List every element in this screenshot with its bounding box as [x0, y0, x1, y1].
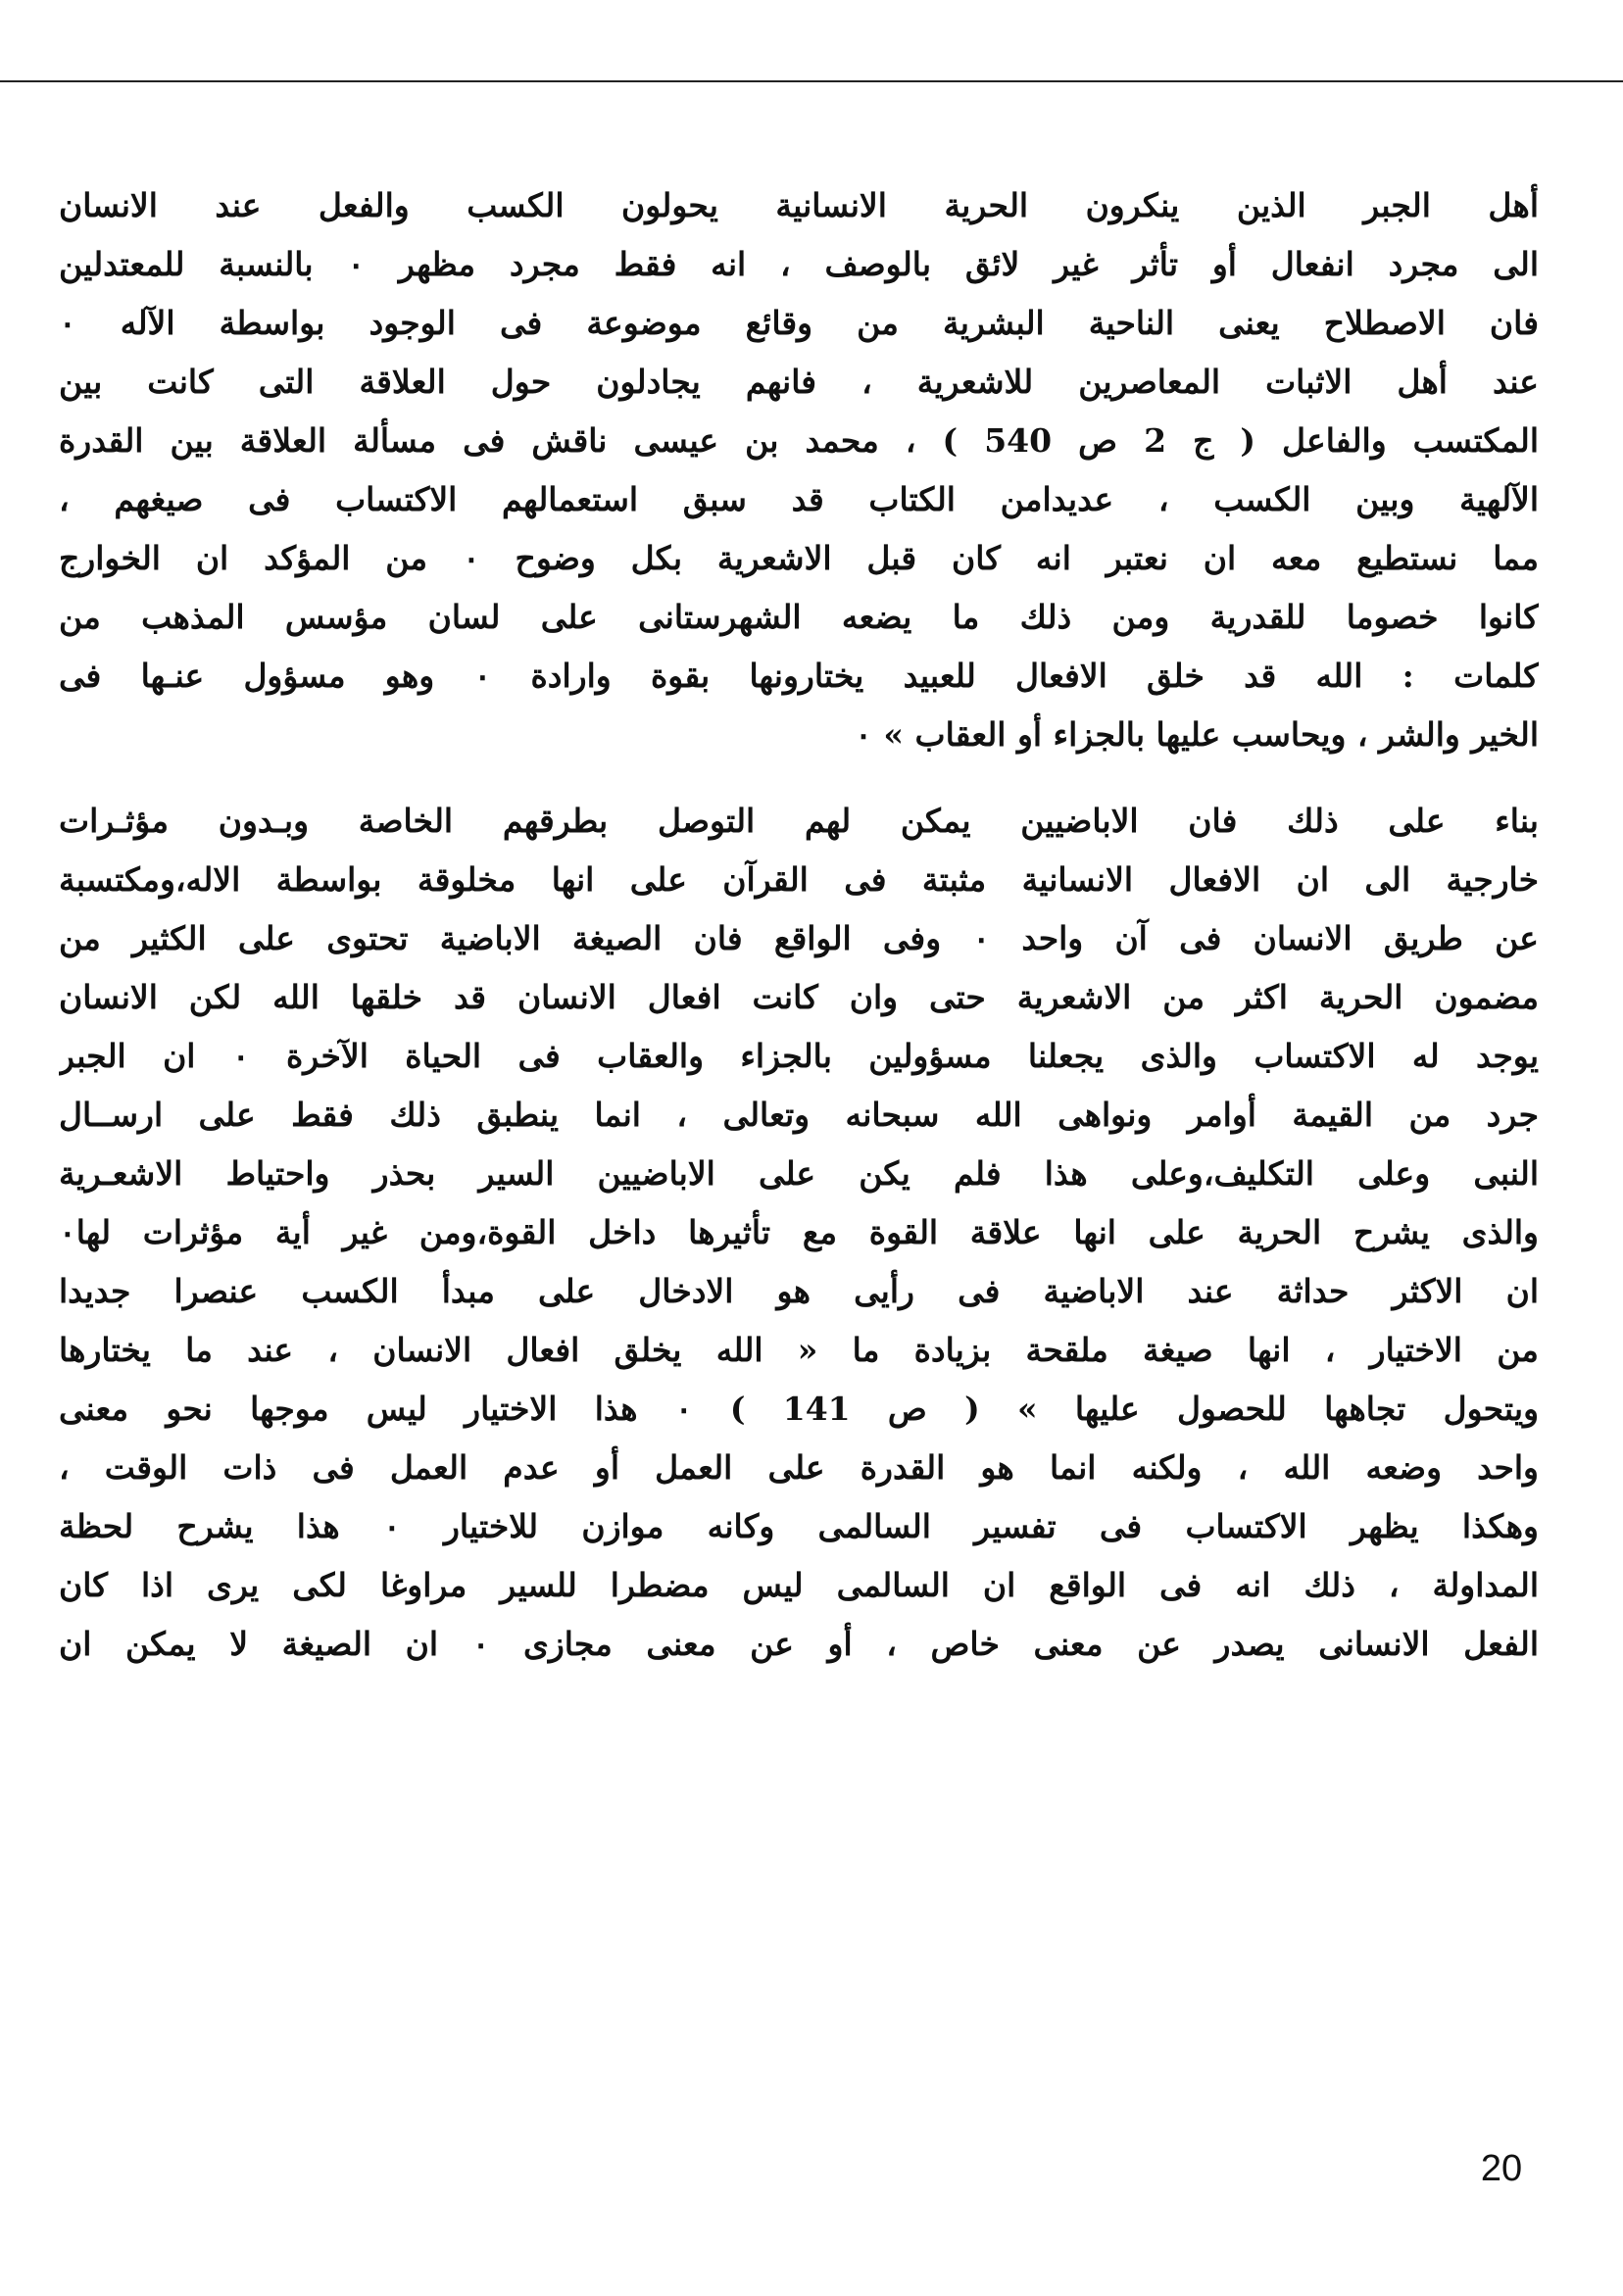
- text-line: أهل الجبر الذين ينكرون الحرية الانسانية يحولون الكسب والفعل عند الانسان: [59, 186, 1539, 224]
- text-line: المداولة ، ذلك انه فى الواقع ان السالمى ليس مضطرا للسير مراوغا لكى يرى اذا كان: [59, 1566, 1539, 1604]
- text-line: النبى وعلى التكليف،وعلى هذا فلم يكن على الاباضيين السير بحذر واحتياط الاشعـرية: [59, 1154, 1539, 1193]
- text-line: كلمات : الله قد خلق الافعال للعبيد يختارونها بقوة وارادة ٠ وهو مسؤول عنـها فى: [59, 657, 1539, 695]
- text-line: ان الاكثر حداثة عند الاباضية فى رأيى هو الادخال على مبدأ الكسب عنصرا جديدا: [59, 1272, 1539, 1310]
- text-line: الآلهية وبين الكسب ، عديدامن الكتاب قد سبق استعمالهم الاكتساب فى صيغهم ،: [59, 480, 1539, 518]
- paragraph-gap: [59, 764, 1539, 792]
- text-line: مما نستطيع معه ان نعتبر انه كان قبل الاشعرية بكل وضوح ٠ من المؤكد ان الخوارج: [59, 539, 1539, 577]
- paragraph-1: [59, 176, 1539, 764]
- text-line: فان الاصطلاح يعنى الناحية البشرية من وقائع موضوعة فى الوجود بواسطة الآله ٠: [59, 304, 1539, 342]
- text-line: واحد وضعه الله ، ولكنه انما هو القدرة على العمل أو عدم العمل فى ذات الوقت ،: [59, 1448, 1539, 1487]
- text-line: بناء على ذلك فان الاباضيين يمكن لهم التوصل بطرقهم الخاصة وبـدون مؤثـرات: [59, 802, 1539, 840]
- text-line: جرد من القيمة أوامر ونواهى الله سبحانه وتعالى ، انما ينطبق ذلك فقط على ارســال: [59, 1096, 1539, 1134]
- text-line: عن طريق الانسان فى آن واحد ٠ وفى الواقع فان الصيغة الاباضية تحتوى على الكثير من: [59, 919, 1539, 957]
- text-line: من الاختيار ، انها صيغة ملقحة بزيادة ما « الله يخلق افعال الانسان ، عند ما يختارها: [59, 1331, 1539, 1369]
- page-number: 20: [1480, 2148, 1523, 2189]
- paragraph-2: [59, 792, 1539, 1262]
- top-rule: [0, 80, 1623, 82]
- text-line: الخير والشر ، ويحاسب عليها بالجزاء أو العقاب » ٠: [855, 715, 1539, 754]
- text-line: الى مجرد انفعال أو تأثر غير لائق بالوصف ، انه فقط مجرد مظهر ٠ بالنسبة للمعتدلين: [59, 245, 1539, 283]
- body-text: [59, 176, 1539, 1674]
- paragraph-3: [59, 1262, 1539, 1674]
- text-line: ويتحول تجاهها للحصول عليها » ( ص 141 ) ٠ هذا الاختيار ليس موجها نحو معنى: [59, 1390, 1539, 1428]
- text-line: الفعل الانسانى يصدر عن معنى خاص ، أو عن معنى مجازى ٠ ان الصيغة لا يمكن ان: [59, 1625, 1539, 1663]
- text-line: وهكذا يظهر الاكتساب فى تفسير السالمى وكانه موازن للاختيار ٠ هذا يشرح لحظة: [59, 1507, 1539, 1545]
- text-line: المكتسب والفاعل ( ج 2 ص 540 ) ، محمد بن عيسى ناقش فى مسألة العلاقة بين القدرة: [59, 421, 1539, 460]
- text-line: خارجية الى ان الافعال الانسانية مثبتة فى القرآن على انها مخلوقة بواسطة الاله،ومكتسبة: [59, 860, 1539, 899]
- text-line: مضمون الحرية اكثر من الاشعرية حتى وان كانت افعال الانسان قد خلقها الله لكن الانسان: [59, 978, 1539, 1016]
- text-line: عند أهل الاثبات المعاصرين للاشعرية ، فانهم يجادلون حول العلاقة التى كانت بين: [59, 363, 1539, 401]
- text-line: والذى يشرح الحرية على انها علاقة القوة مع تأثيرها داخل القوة،ومن غير أية مؤثرات لها٠: [59, 1213, 1539, 1251]
- text-line: يوجد له الاكتساب والذى يجعلنا مسؤولين بالجزاء والعقاب فى الحياة الآخرة ٠ ان الجبر: [59, 1037, 1539, 1075]
- text-line: كانوا خصوما للقدرية ومن ذلك ما يضعه الشهرستانى على لسان مؤسس المذهب من: [59, 598, 1539, 636]
